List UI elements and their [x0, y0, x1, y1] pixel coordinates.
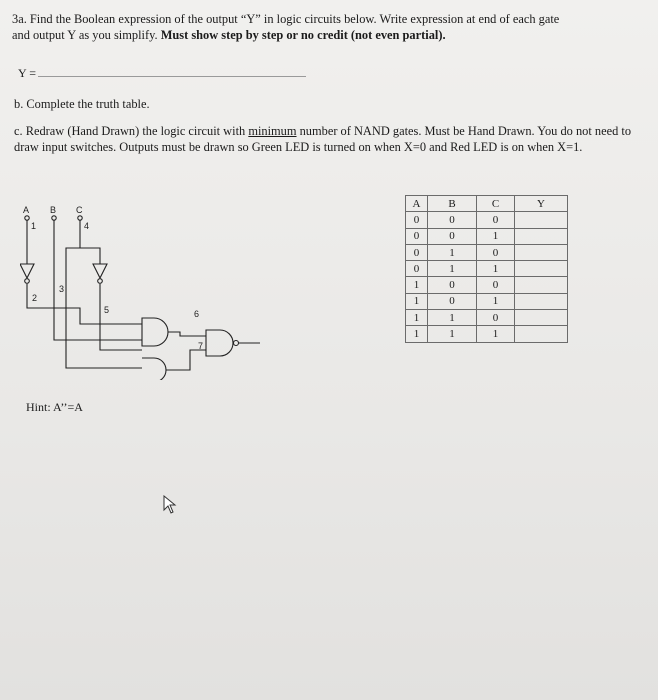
cell-c: 0	[477, 277, 515, 293]
truth-table-header-y: Y	[515, 196, 568, 212]
node-label-5: 5	[104, 305, 110, 315]
cell-a: 0	[406, 244, 428, 260]
cell-c: 0	[477, 212, 515, 228]
input-b-terminal	[52, 216, 56, 220]
cell-a: 1	[406, 326, 428, 342]
cell-a: 0	[406, 261, 428, 277]
cell-y[interactable]	[515, 277, 568, 293]
truth-table-row	[406, 277, 568, 293]
cell-c: 0	[477, 310, 515, 326]
logic-circuit-diagram	[20, 200, 270, 380]
nand-gate-bubble	[234, 341, 239, 346]
cell-b: 1	[428, 261, 477, 277]
cell-b: 1	[428, 244, 477, 260]
input-a-terminal	[25, 216, 29, 220]
cell-a: 1	[406, 310, 428, 326]
truth-table-row	[406, 212, 568, 228]
input-c-terminal	[78, 216, 82, 220]
truth-table	[405, 195, 568, 343]
node-label-2: 2	[32, 293, 38, 303]
and-gate-bottom	[142, 358, 166, 380]
truth-table-header-a: A	[406, 196, 428, 212]
truth-table-row	[406, 326, 568, 342]
cell-a: 0	[406, 228, 428, 244]
wire-node-6	[168, 332, 206, 336]
cell-c: 1	[477, 228, 515, 244]
truth-table-header-c: C	[477, 196, 515, 212]
question-3c-text-pre: c. Redraw (Hand Drawn) the logic circuit with	[14, 124, 249, 138]
node-label-3: 3	[59, 284, 65, 294]
truth-table-header-b: B	[428, 196, 477, 212]
mouse-pointer-icon	[162, 495, 178, 515]
question-3c-underlined: minimum	[248, 124, 297, 138]
cell-y[interactable]	[515, 326, 568, 342]
node-label-6: 6	[194, 309, 200, 319]
cell-c: 0	[477, 244, 515, 260]
cell-b: 0	[428, 212, 477, 228]
question-3a-line2	[12, 27, 642, 43]
truth-table-row	[406, 293, 568, 309]
inverter-a	[20, 264, 34, 278]
cell-b: 1	[428, 310, 477, 326]
node-label-1: 1	[31, 221, 37, 231]
hint-text: Hint: A’’=A	[26, 400, 83, 414]
cell-b: 0	[428, 228, 477, 244]
inverter-c	[93, 264, 107, 278]
inverter-a-bubble	[25, 279, 30, 284]
cell-y[interactable]	[515, 244, 568, 260]
wire-node-2	[27, 284, 142, 324]
cell-y[interactable]	[515, 228, 568, 244]
cell-b: 1	[428, 326, 477, 342]
cell-b: 0	[428, 293, 477, 309]
question-3a-line1: 3a. Find the Boolean expression of the output “Y” in logic circuits below. Write expression at end of each gate	[12, 12, 560, 26]
cell-a: 0	[406, 212, 428, 228]
inverter-c-bubble	[98, 279, 103, 284]
cell-c: 1	[477, 326, 515, 342]
cell-c: 1	[477, 261, 515, 277]
input-label-a: A	[23, 205, 30, 215]
cell-c: 1	[477, 293, 515, 309]
question-3a-warning: Must show step by step or no credit (not even partial).	[160, 28, 446, 42]
truth-table-header-row	[406, 196, 568, 212]
and-gate-top	[142, 318, 168, 346]
cell-y[interactable]	[515, 293, 568, 309]
nand-gate-output	[206, 330, 233, 356]
cell-y[interactable]	[515, 310, 568, 326]
cell-b: 0	[428, 277, 477, 293]
y-answer-label: Y =	[18, 66, 36, 80]
node-label-7: 7	[198, 341, 204, 351]
y-answer-line	[18, 66, 36, 81]
cell-y[interactable]	[515, 261, 568, 277]
truth-table-row	[406, 244, 568, 260]
cell-a: 1	[406, 277, 428, 293]
question-3a	[12, 11, 642, 43]
cell-a: 1	[406, 293, 428, 309]
input-label-b: B	[50, 205, 57, 215]
wire-node-7	[166, 350, 206, 370]
y-answer-blank[interactable]	[38, 76, 306, 77]
input-label-c: C	[76, 205, 83, 215]
truth-table-row	[406, 228, 568, 244]
question-3c-text-post: number of NAND gates. Must be Hand Drawn. You do not need to draw input switches. Outputs must be drawn so Green LED is turned on when X=0 and Red LED is on when X=1.	[14, 124, 632, 154]
question-3b: b. Complete the truth table.	[14, 97, 150, 111]
truth-table-row	[406, 310, 568, 326]
cell-y[interactable]	[515, 212, 568, 228]
question-3a-line2-text: and output Y as you simplify.	[12, 28, 161, 42]
wire-c	[80, 220, 100, 264]
node-label-4: 4	[84, 221, 90, 231]
truth-table-row	[406, 261, 568, 277]
question-3c	[14, 124, 632, 155]
